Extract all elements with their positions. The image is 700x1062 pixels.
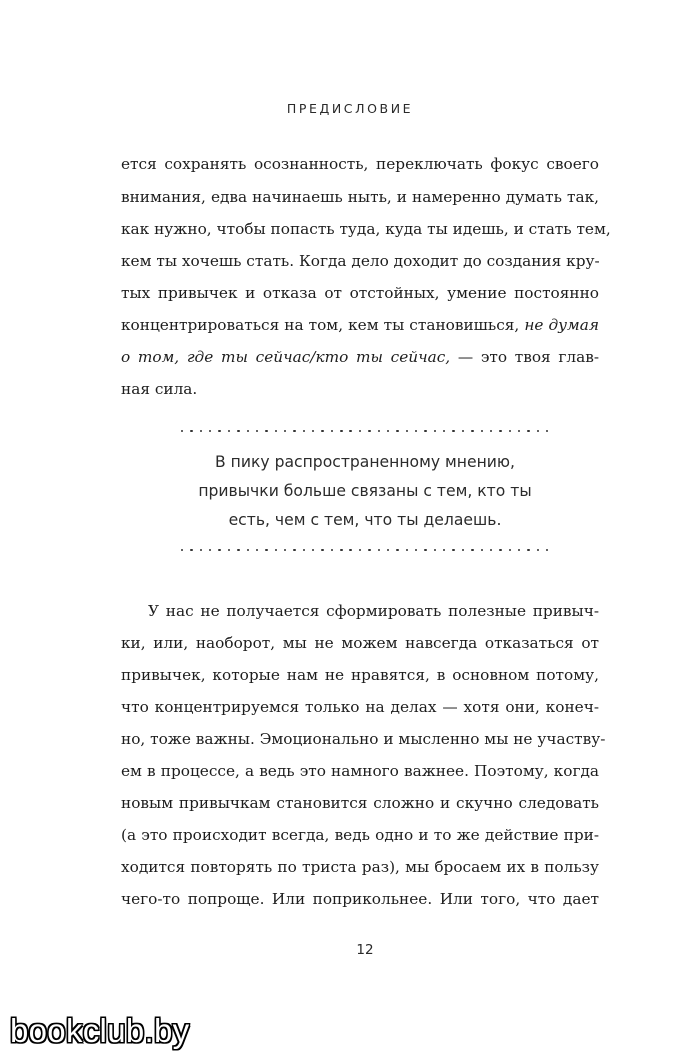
divider-dot xyxy=(218,549,220,551)
paragraph-1-line: как нужно, чтобы попасть туда, куда ты идешь, и стать тем, xyxy=(121,220,611,238)
paragraph-1-line: внимания, едва начинаешь ныть, и намеренно думать так, xyxy=(121,188,599,206)
divider-dot xyxy=(434,430,436,432)
divider-dot xyxy=(321,430,323,432)
divider-dot xyxy=(509,430,511,432)
divider-dot xyxy=(340,549,342,551)
divider-dot xyxy=(509,549,511,551)
watermark: bookclub.by xyxy=(10,1012,190,1049)
italic-emphasis: не думая xyxy=(524,316,599,334)
paragraph-2-line: ходится повторять по триста раз), мы бросаем их в пользу xyxy=(121,858,599,876)
divider-dot xyxy=(499,549,501,551)
divider-dot xyxy=(499,430,501,432)
divider-dot xyxy=(265,430,267,432)
divider-dot xyxy=(471,549,473,551)
paragraph-1-line: ная сила. xyxy=(121,380,198,398)
divider-dot xyxy=(396,430,398,432)
paragraph-2-line: но, тоже важны. Эмоционально и мысленно мы не участву- xyxy=(121,730,606,748)
divider-dot xyxy=(387,430,389,432)
divider-dot xyxy=(452,430,454,432)
divider-dot xyxy=(406,430,408,432)
divider-dot xyxy=(349,549,351,551)
divider-dot xyxy=(190,549,192,551)
divider-dot xyxy=(443,430,445,432)
paragraph-2-line: (а это происходит всегда, ведь одно и то же действие при- xyxy=(121,826,599,844)
divider-dot xyxy=(424,430,426,432)
italic-emphasis: о том, где ты сейчас/кто ты сейчас, xyxy=(121,348,451,366)
dotted-divider-bottom xyxy=(181,546,549,554)
paragraph-2-line: ем в процессе, а ведь это намного важнее. Поэтому, когда xyxy=(121,762,599,780)
divider-dot xyxy=(228,549,230,551)
divider-dot xyxy=(237,549,239,551)
divider-dot xyxy=(546,549,548,551)
divider-dot xyxy=(256,430,258,432)
divider-dot xyxy=(415,549,417,551)
divider-dot xyxy=(181,430,183,432)
divider-dot xyxy=(424,549,426,551)
running-head: ПРЕДИСЛОВИЕ xyxy=(286,101,414,116)
divider-dot xyxy=(415,430,417,432)
divider-dot xyxy=(340,430,342,432)
divider-dot xyxy=(237,430,239,432)
divider-dot xyxy=(471,430,473,432)
divider-dot xyxy=(293,430,295,432)
divider-dot xyxy=(331,430,333,432)
paragraph-1-line xyxy=(121,318,599,333)
divider-dot xyxy=(481,549,483,551)
divider-dot xyxy=(378,549,380,551)
divider-dot xyxy=(452,549,454,551)
divider-dot xyxy=(481,430,483,432)
divider-dot xyxy=(284,549,286,551)
paragraph-1-line: ется сохранять осознанность, переключать фокус своего xyxy=(121,155,599,173)
paragraph-1-line: тых привычек и отказа от отстойных, умение постоянно xyxy=(121,284,599,302)
divider-dot xyxy=(293,549,295,551)
divider-dot xyxy=(406,549,408,551)
divider-dot xyxy=(434,549,436,551)
divider-dot xyxy=(190,430,192,432)
divider-dot xyxy=(321,549,323,551)
divider-dot xyxy=(228,430,230,432)
divider-dot xyxy=(537,549,539,551)
divider-dot xyxy=(247,430,249,432)
divider-dot xyxy=(359,549,361,551)
divider-dot xyxy=(247,549,249,551)
divider-dot xyxy=(546,430,548,432)
divider-dot xyxy=(527,549,529,551)
divider-dot xyxy=(331,549,333,551)
divider-dot xyxy=(490,430,492,432)
divider-dot xyxy=(518,430,520,432)
divider-dot xyxy=(396,549,398,551)
divider-dot xyxy=(284,430,286,432)
pull-quote-line: есть, чем с тем, что ты делаешь. xyxy=(228,511,502,529)
paragraph-1-text: — это твоя глав- xyxy=(457,348,599,366)
divider-dot xyxy=(200,549,202,551)
divider-dot xyxy=(527,430,529,432)
divider-dot xyxy=(303,430,305,432)
divider-dot xyxy=(312,430,314,432)
divider-dot xyxy=(537,430,539,432)
divider-dot xyxy=(218,430,220,432)
divider-dot xyxy=(256,549,258,551)
dotted-divider-top xyxy=(181,427,549,435)
divider-dot xyxy=(359,430,361,432)
divider-dot xyxy=(443,549,445,551)
paragraph-2-line: привычек, которые нам не нравятся, в основном потому, xyxy=(121,666,599,684)
divider-dot xyxy=(387,549,389,551)
pull-quote-line: В пику распространенному мнению, xyxy=(215,453,515,471)
divider-dot xyxy=(275,549,277,551)
pull-quote-line: привычки больше связаны с тем, кто ты xyxy=(198,482,532,500)
divider-dot xyxy=(368,430,370,432)
paragraph-1-line xyxy=(121,350,599,365)
paragraph-1-text: концентрироваться на том, кем ты становишься, xyxy=(121,316,520,334)
divider-dot xyxy=(312,549,314,551)
divider-dot xyxy=(490,549,492,551)
page-number: 12 xyxy=(356,942,374,958)
divider-dot xyxy=(462,430,464,432)
paragraph-2-line: что концентрируемся только на делах — хотя они, конеч- xyxy=(121,698,599,716)
paragraph-2-line: ки, или, наоборот, мы не можем навсегда отказаться от xyxy=(121,634,599,652)
divider-dot xyxy=(303,549,305,551)
divider-dot xyxy=(209,430,211,432)
divider-dot xyxy=(518,549,520,551)
paragraph-2-line: У нас не получается сформировать полезные привыч- xyxy=(148,602,599,620)
divider-dot xyxy=(265,549,267,551)
divider-dot xyxy=(462,549,464,551)
divider-dot xyxy=(181,549,183,551)
divider-dot xyxy=(209,549,211,551)
divider-dot xyxy=(200,430,202,432)
paragraph-1-line: кем ты хочешь стать. Когда дело доходит до создания кру- xyxy=(121,252,600,270)
divider-dot xyxy=(368,549,370,551)
divider-dot xyxy=(378,430,380,432)
divider-dot xyxy=(275,430,277,432)
paragraph-2-line: новым привычкам становится сложно и скучно следовать xyxy=(121,794,599,812)
paragraph-2-line: чего-то попроще. Или поприкольнее. Или того, что дает xyxy=(121,890,599,908)
divider-dot xyxy=(349,430,351,432)
